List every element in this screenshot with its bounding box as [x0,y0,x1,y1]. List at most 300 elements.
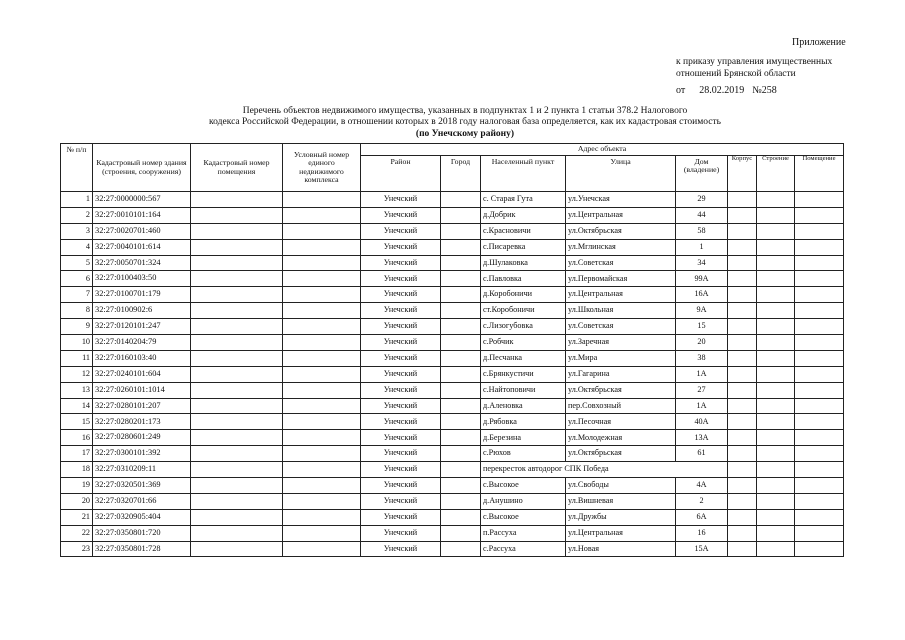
house-cell: 6А [676,509,728,525]
table-row [61,414,844,430]
cadastral-number: 32:27:0100403:50 [93,271,191,287]
street-cell: ул.Мглинская [566,239,676,255]
appendix-date: 28.02.2019 [699,85,745,96]
conditional-number [283,303,361,319]
stroenie-cell [757,430,795,446]
korpus-cell [728,414,757,430]
room-cadastral-number [191,478,283,494]
street-cell: ул.Советская [566,255,676,271]
city-cell [441,382,481,398]
conditional-number [283,192,361,208]
locality-cell: с. Старая Гута [481,192,566,208]
street-cell: ул.Центральная [566,287,676,303]
cadastral-number: 32:27:0100701:179 [93,287,191,303]
cadastral-number: 32:27:0140204:79 [93,335,191,351]
house-cell: 9А [676,303,728,319]
korpus-cell [728,541,757,557]
house-cell: 16А [676,287,728,303]
cadastral-number: 32:27:0120101:247 [93,319,191,335]
cadastral-number: 32:27:0020701:460 [93,223,191,239]
street-cell: ул.Молодежная [566,430,676,446]
table-row [61,192,844,208]
locality-cell: с.Робчик [481,335,566,351]
locality-cell: ст.Коробоничи [481,303,566,319]
city-cell [441,239,481,255]
city-cell [441,271,481,287]
row-number: 21 [61,509,93,525]
locality-cell: с.Павловка [481,271,566,287]
row-number: 13 [61,382,93,398]
house-cell: 1 [676,239,728,255]
room-cadastral-number [191,493,283,509]
table-row [61,239,844,255]
stroenie-cell [757,287,795,303]
pomeshenie-cell [795,271,844,287]
table-row [61,446,844,462]
city-cell [441,398,481,414]
conditional-number [283,319,361,335]
table-row [61,525,844,541]
street-cell: ул.Центральная [566,525,676,541]
pomeshenie-cell [795,350,844,366]
cadastral-number: 32:27:0050701:324 [93,255,191,271]
korpus-cell [728,525,757,541]
header-street: Улица [566,156,676,192]
district-cell: Унечский [361,207,441,223]
pomeshenie-cell [795,462,844,478]
pomeshenie-cell [795,478,844,494]
korpus-cell [728,398,757,414]
cadastral-number: 32:27:0300101:392 [93,446,191,462]
room-cadastral-number [191,303,283,319]
korpus-cell [728,287,757,303]
conditional-number [283,255,361,271]
korpus-cell [728,478,757,494]
stroenie-cell [757,335,795,351]
stroenie-cell [757,525,795,541]
house-cell: 4А [676,478,728,494]
conditional-number [283,350,361,366]
district-cell: Унечский [361,255,441,271]
header-cad-building: Кадастровый номер здания (строения, сооружения) [93,144,191,192]
cadastral-number: 32:27:0310209:11 [93,462,191,478]
cadastral-number: 32:27:0280201:173 [93,414,191,430]
house-cell: 44 [676,207,728,223]
pomeshenie-cell [795,398,844,414]
pomeshenie-cell [795,303,844,319]
row-number: 17 [61,446,93,462]
appendix-date-line [676,86,777,96]
street-cell: ул.Центральная [566,207,676,223]
row-number: 5 [61,255,93,271]
pomeshenie-cell [795,319,844,335]
row-number: 3 [61,223,93,239]
street-cell: ул.Мира [566,350,676,366]
table-row [61,335,844,351]
header-conditional-number: Условный номер единого недвижимого комплекса [283,144,361,192]
korpus-cell [728,271,757,287]
korpus-cell [728,462,757,478]
korpus-cell [728,303,757,319]
city-cell [441,541,481,557]
city-cell [441,493,481,509]
stroenie-cell [757,319,795,335]
house-cell: 40А [676,414,728,430]
locality-cell: д.Рябовка [481,414,566,430]
house-cell: 27 [676,382,728,398]
house-cell: 15А [676,541,728,557]
district-cell: Унечский [361,192,441,208]
district-cell: Унечский [361,223,441,239]
stroenie-cell [757,509,795,525]
conditional-number [283,287,361,303]
header-house: Дом (владение) [676,156,728,192]
house-cell: 16 [676,525,728,541]
cadastral-number: 32:27:0320701:66 [93,493,191,509]
row-number: 16 [61,430,93,446]
table-row [61,430,844,446]
house-cell: 58 [676,223,728,239]
stroenie-cell [757,303,795,319]
table-row [61,509,844,525]
pomeshenie-cell [795,366,844,382]
house-cell: 20 [676,335,728,351]
pomeshenie-cell [795,430,844,446]
cadastral-number: 32:27:0350801:728 [93,541,191,557]
room-cadastral-number [191,366,283,382]
pomeshenie-cell [795,255,844,271]
locality-cell: перекресток автодорог СПК Победа [481,462,728,478]
stroenie-cell [757,462,795,478]
table-row [61,255,844,271]
table-row [61,319,844,335]
district-cell: Унечский [361,239,441,255]
street-cell: ул.Свободы [566,478,676,494]
header-cad-room: Кадастровый номер помещения [191,144,283,192]
room-cadastral-number [191,335,283,351]
room-cadastral-number [191,207,283,223]
korpus-cell [728,255,757,271]
row-number: 6 [61,271,93,287]
row-number: 18 [61,462,93,478]
house-cell: 34 [676,255,728,271]
pomeshenie-cell [795,446,844,462]
district-cell: Унечский [361,271,441,287]
appendix-department-line: отношений Брянской области [676,69,796,79]
header-pomeshenie: Помещение [795,156,844,192]
conditional-number [283,430,361,446]
room-cadastral-number [191,382,283,398]
district-cell: Унечский [361,414,441,430]
row-number: 12 [61,366,93,382]
header-locality: Населенный пункт [481,156,566,192]
cadastral-number: 32:27:0260101:1014 [93,382,191,398]
appendix-date-prefix: от [676,85,686,96]
house-cell: 61 [676,446,728,462]
room-cadastral-number [191,192,283,208]
street-cell: ул.Заречная [566,335,676,351]
city-cell [441,319,481,335]
document-heading-line-1: Перечень объектов недвижимого имущества, указанных в подпунктах 1 и 2 пункта 1 статьи 378.2 Налогового [242,106,688,116]
korpus-cell [728,382,757,398]
district-cell: Унечский [361,319,441,335]
pomeshenie-cell [795,239,844,255]
house-cell: 29 [676,192,728,208]
stroenie-cell [757,366,795,382]
pomeshenie-cell [795,541,844,557]
header-stroenie: Строение [757,156,795,192]
row-number: 1 [61,192,93,208]
table-row [61,303,844,319]
room-cadastral-number [191,525,283,541]
korpus-cell [728,446,757,462]
room-cadastral-number [191,509,283,525]
district-cell: Унечский [361,335,441,351]
house-cell: 1А [676,366,728,382]
city-cell [441,335,481,351]
pomeshenie-cell [795,192,844,208]
street-cell: ул.Новая [566,541,676,557]
pomeshenie-cell [795,525,844,541]
table-row [61,223,844,239]
korpus-cell [728,366,757,382]
table-row [61,493,844,509]
street-cell: пер.Совхозный [566,398,676,414]
cadastral-number: 32:27:0240101:604 [93,366,191,382]
document-heading-line-2: кодекса Российской Федерации, в отношении которых в 2018 году налоговая база определяется, как их кадастровая стоимость [209,117,721,127]
city-cell [441,366,481,382]
stroenie-cell [757,271,795,287]
house-cell: 15 [676,319,728,335]
pomeshenie-cell [795,509,844,525]
row-number: 4 [61,239,93,255]
city-cell [441,462,481,478]
city-cell [441,525,481,541]
locality-cell: д.Песчанка [481,350,566,366]
header-district: Район [361,156,441,192]
table-row [61,462,844,478]
city-cell [441,207,481,223]
locality-cell: д.Березина [481,430,566,446]
korpus-cell [728,493,757,509]
korpus-cell [728,192,757,208]
street-cell: ул.Гагарина [566,366,676,382]
stroenie-cell [757,350,795,366]
street-cell: ул.Октябрьская [566,446,676,462]
locality-cell: д.Аленовка [481,398,566,414]
cadastral-number: 32:27:0350801:720 [93,525,191,541]
row-number: 22 [61,525,93,541]
pomeshenie-cell [795,382,844,398]
conditional-number [283,335,361,351]
street-cell: ул.Унечская [566,192,676,208]
city-cell [441,509,481,525]
room-cadastral-number [191,398,283,414]
room-cadastral-number [191,446,283,462]
locality-cell: с.Красновичи [481,223,566,239]
table-row [61,287,844,303]
table-row [61,478,844,494]
street-cell: ул.Вишневая [566,493,676,509]
table-row [61,271,844,287]
city-cell [441,350,481,366]
street-cell: ул.Дружбы [566,509,676,525]
pomeshenie-cell [795,493,844,509]
locality-cell: с.Рассуха [481,541,566,557]
table-row [61,382,844,398]
stroenie-cell [757,382,795,398]
conditional-number [283,509,361,525]
korpus-cell [728,207,757,223]
pomeshenie-cell [795,414,844,430]
house-cell: 13А [676,430,728,446]
row-number: 14 [61,398,93,414]
house-cell: 2 [676,493,728,509]
conditional-number [283,366,361,382]
street-cell: ул.Первомайская [566,271,676,287]
stroenie-cell [757,239,795,255]
district-cell: Унечский [361,525,441,541]
locality-cell: д.Коробоничи [481,287,566,303]
house-cell: 1А [676,398,728,414]
conditional-number [283,239,361,255]
street-cell: ул.Школьная [566,303,676,319]
conditional-number [283,207,361,223]
locality-cell: с.Лизогубовка [481,319,566,335]
locality-cell: с.Найтоповичи [481,382,566,398]
stroenie-cell [757,398,795,414]
room-cadastral-number [191,414,283,430]
table-row [61,207,844,223]
appendix-number: №258 [752,85,777,96]
conditional-number [283,271,361,287]
locality-cell: с.Высокое [481,509,566,525]
cadastral-number: 32:27:0160103:40 [93,350,191,366]
city-cell [441,223,481,239]
korpus-cell [728,335,757,351]
conditional-number [283,446,361,462]
pomeshenie-cell [795,207,844,223]
table-row [61,541,844,557]
room-cadastral-number [191,271,283,287]
cadastral-number: 32:27:0320905:404 [93,509,191,525]
header-city: Город [441,156,481,192]
district-cell: Унечский [361,430,441,446]
district-cell: Унечский [361,366,441,382]
room-cadastral-number [191,430,283,446]
locality-cell: с.Высокое [481,478,566,494]
pomeshenie-cell [795,223,844,239]
street-cell: ул.Советская [566,319,676,335]
header-address: Адрес объекта [361,144,844,156]
pomeshenie-cell [795,335,844,351]
room-cadastral-number [191,255,283,271]
document-heading-district: (по Унечскому району) [415,129,515,139]
appendix-order-line: к приказу управления имущественных [676,57,833,67]
locality-cell: с.Брянкустичи [481,366,566,382]
table-row [61,398,844,414]
registry-body [61,192,844,557]
district-cell: Унечский [361,287,441,303]
stroenie-cell [757,207,795,223]
house-cell: 38 [676,350,728,366]
korpus-cell [728,350,757,366]
table-row [61,350,844,366]
korpus-cell [728,509,757,525]
cadastral-number: 32:27:0100902:6 [93,303,191,319]
district-cell: Унечский [361,509,441,525]
conditional-number [283,223,361,239]
header-num: № п/п [61,144,93,192]
district-cell: Унечский [361,398,441,414]
cadastral-number: 32:27:0320501:369 [93,478,191,494]
room-cadastral-number [191,319,283,335]
city-cell [441,192,481,208]
conditional-number [283,478,361,494]
street-cell: ул.Октябрьская [566,382,676,398]
stroenie-cell [757,414,795,430]
row-number: 8 [61,303,93,319]
city-cell [441,303,481,319]
stroenie-cell [757,493,795,509]
room-cadastral-number [191,462,283,478]
stroenie-cell [757,446,795,462]
room-cadastral-number [191,287,283,303]
row-number: 20 [61,493,93,509]
locality-cell: д.Шулаковка [481,255,566,271]
conditional-number [283,541,361,557]
row-number: 9 [61,319,93,335]
city-cell [441,414,481,430]
conditional-number [283,414,361,430]
district-cell: Унечский [361,462,441,478]
stroenie-cell [757,478,795,494]
locality-cell: с.Рюхов [481,446,566,462]
row-number: 7 [61,287,93,303]
room-cadastral-number [191,239,283,255]
district-cell: Унечский [361,382,441,398]
locality-cell: с.Писаревка [481,239,566,255]
district-cell: Унечский [361,478,441,494]
district-cell: Унечский [361,541,441,557]
stroenie-cell [757,541,795,557]
row-number: 10 [61,335,93,351]
stroenie-cell [757,255,795,271]
city-cell [441,255,481,271]
row-number: 19 [61,478,93,494]
stroenie-cell [757,223,795,239]
korpus-cell [728,239,757,255]
cadastral-number: 32:27:0040101:614 [93,239,191,255]
locality-cell: п.Рассуха [481,525,566,541]
korpus-cell [728,319,757,335]
appendix-title: Приложение [792,37,846,48]
cadastral-number: 32:27:0280101:207 [93,398,191,414]
property-registry-table [60,143,844,557]
conditional-number [283,493,361,509]
stroenie-cell [757,192,795,208]
street-cell: ул.Песочная [566,414,676,430]
conditional-number [283,462,361,478]
conditional-number [283,525,361,541]
conditional-number [283,398,361,414]
room-cadastral-number [191,350,283,366]
house-cell: 99А [676,271,728,287]
district-cell: Унечский [361,493,441,509]
korpus-cell [728,223,757,239]
cadastral-number: 32:27:0000000:567 [93,192,191,208]
city-cell [441,478,481,494]
